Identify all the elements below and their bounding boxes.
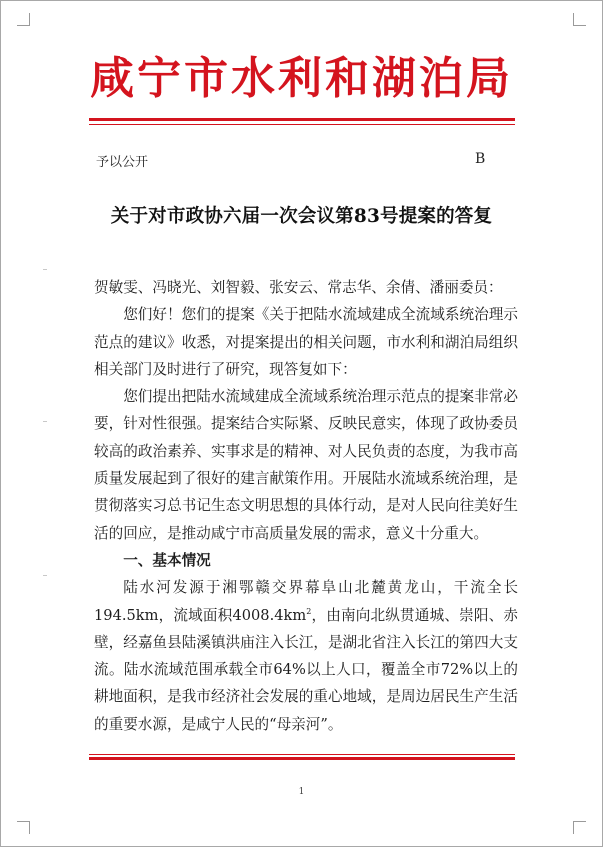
salutation: 贺敏雯、冯晓光、刘智毅、张安云、常志华、余倩、潘丽委员： xyxy=(94,279,503,296)
letterhead-agency-name: 咸宁市水利和湖泊局 xyxy=(90,53,513,104)
paragraph xyxy=(94,574,518,738)
section-text-part: 陆水河发源于湘鄂赣交界幕阜山北麓黄龙山，干流全长194.5km，流域面积4008.4km xyxy=(94,579,518,624)
margin-mark xyxy=(43,421,47,422)
crop-mark-bottom-right xyxy=(573,821,586,834)
section-heading: 一、基本情况 xyxy=(123,551,211,569)
paragraph: 您们好！您们的提案《关于把陆水流域建成全流域系统治理示范点的建议》收悉，对提案提出的相关问题，市水利和湖泊局组织相关部门及时进行了研究，现答复如下： xyxy=(94,306,518,378)
margin-mark xyxy=(43,575,47,576)
crop-mark-bottom-left xyxy=(17,821,30,834)
letterhead-rule-thick xyxy=(89,118,515,121)
paragraph: 您们提出把陆水流域建成全流域系统治理示范点的提案非常必要，针对性很强。提案结合实际紧、反映民意实，体现了政协委员较高的政治素养、实事求是的精神、对人民负责的态度，为我市高质量发展起到了很好的建言献策作用。开展陆水流域系统治理，是贯彻落实习总书记生态文明思想的具体行动，是对人民向往美好生活的回应，是推动咸宁市高质量发展的需求，意义十分重大。 xyxy=(94,388,518,542)
section-text-part: ，由南向北纵贯通城、崇阳、赤壁，经嘉鱼县陆溪镇洪庙注入长江，是湖北省注入长江的第四大支流。陆水流域范围承载全市64%以上人口，覆盖全市72%以上的耕地面积，是我市经济社会发展的重心地域，是周边居民生产生活的重要水源，是咸宁人民的“母亲河”。 xyxy=(94,606,518,733)
crop-mark-top-right xyxy=(573,13,586,26)
page-number: 1 xyxy=(298,787,305,797)
category-letter: B xyxy=(475,151,486,167)
disclosure-status: 予以公开 xyxy=(96,155,149,170)
footer-rule-thick xyxy=(89,757,515,760)
document-title: 关于对市政协六届一次会议第83号提案的答复 xyxy=(110,206,493,227)
letterhead-rule-thin xyxy=(89,124,515,125)
margin-mark xyxy=(43,269,47,270)
superscript: 2 xyxy=(306,606,312,616)
footer-rule-thin xyxy=(89,754,515,755)
document-body xyxy=(94,274,518,738)
crop-mark-top-left xyxy=(17,13,30,26)
